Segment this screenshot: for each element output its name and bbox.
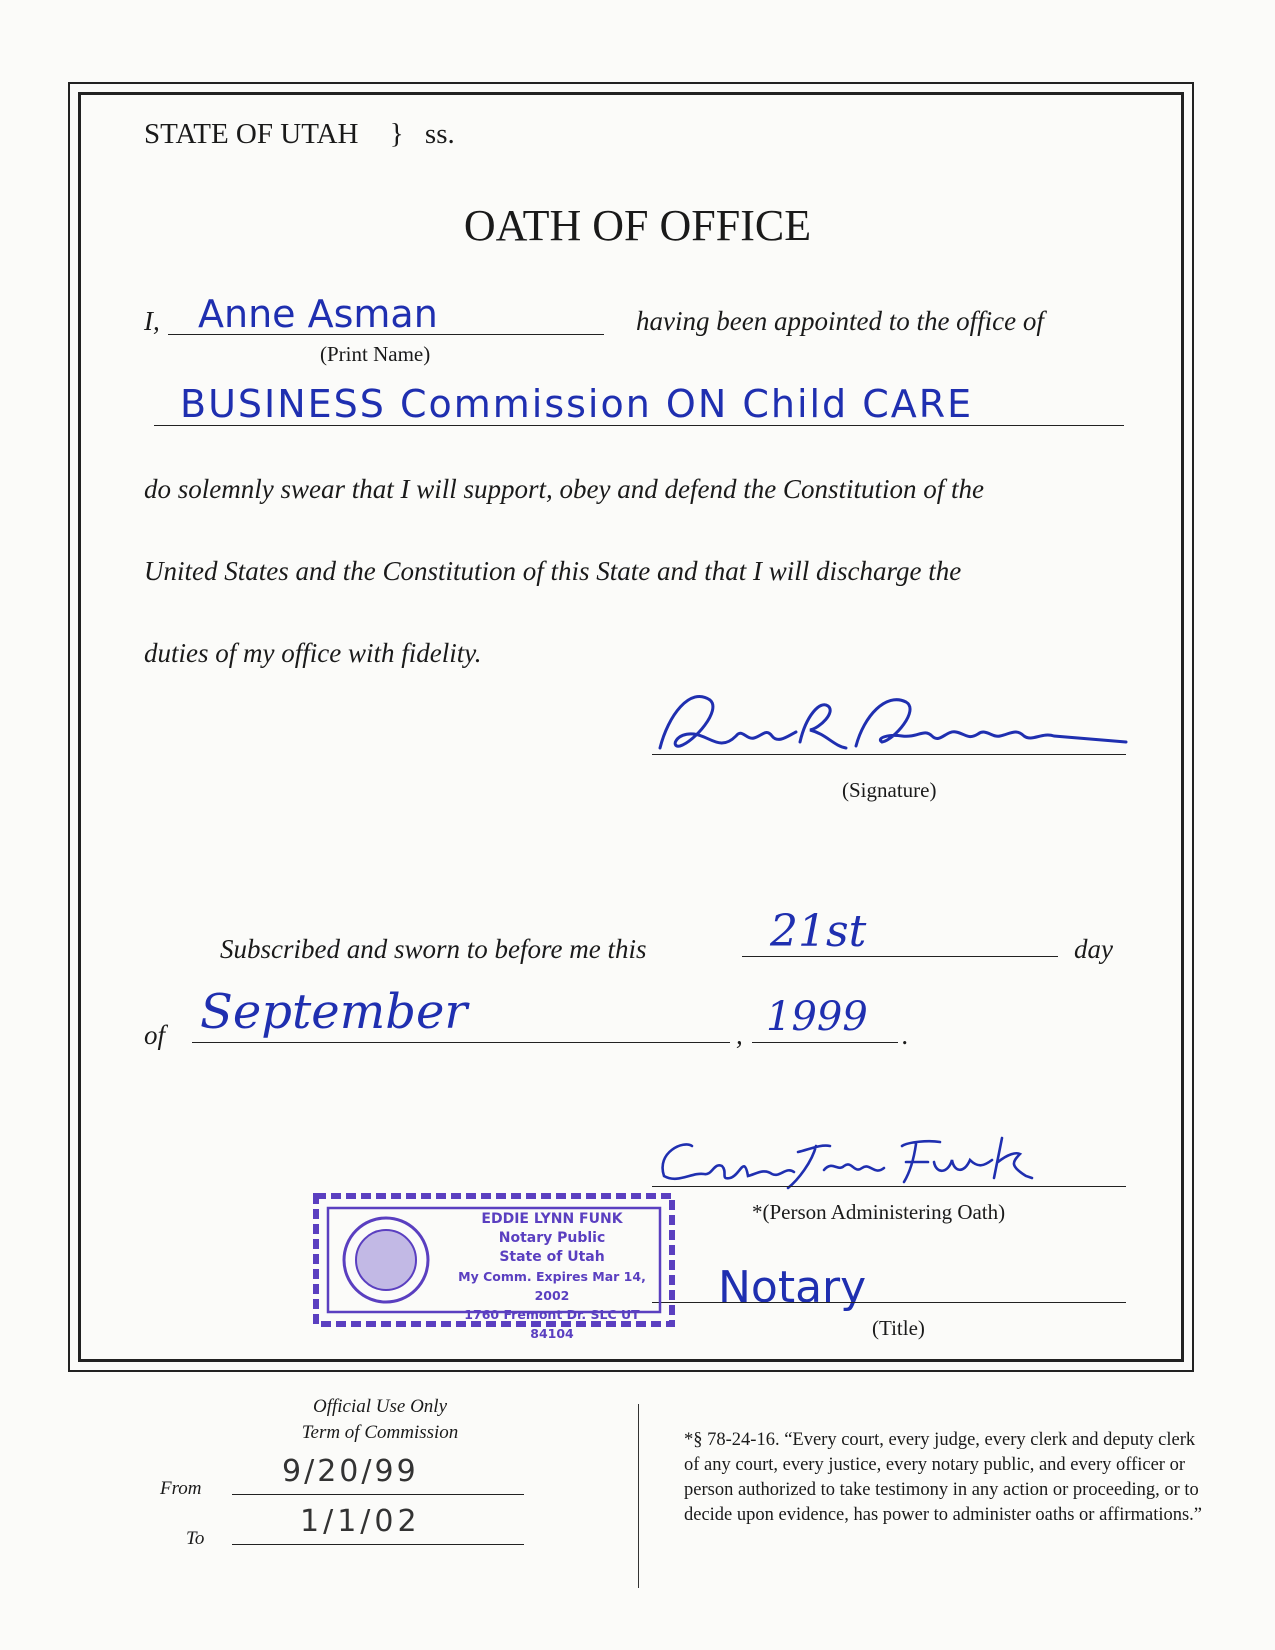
administrator-line — [652, 1186, 1126, 1187]
document-title: OATH OF OFFICE — [463, 201, 812, 250]
day-value: 21st — [770, 906, 867, 957]
signature-caption: (Signature) — [842, 778, 937, 802]
from-value: 9/20/99 — [282, 1454, 419, 1489]
month-value: September — [200, 984, 468, 1040]
year-period: . — [902, 1020, 909, 1050]
state-ss: ss. — [424, 118, 455, 150]
from-line — [232, 1494, 524, 1495]
month-comma: , — [736, 1020, 743, 1050]
oath-prefix: I, — [144, 306, 160, 336]
to-value: 1/1/02 — [300, 1504, 421, 1539]
day-label: day — [1074, 934, 1113, 964]
applicant-signature — [650, 676, 1150, 772]
oath-body-line-3: duties of my office with fidelity. — [144, 638, 482, 668]
footer-divider — [638, 1404, 639, 1588]
office-value: BUSINESS Commission ON Child CARE — [180, 382, 974, 426]
stamp-line-5: 1760 Fremont Dr. SLC UT 84104 — [464, 1307, 640, 1341]
print-name-value: Anne Asman — [198, 292, 438, 336]
subscribed-text: Subscribed and sworn to before me this — [220, 934, 647, 964]
state-brace: } — [389, 118, 404, 150]
to-label: To — [186, 1528, 205, 1549]
from-label: From — [160, 1478, 202, 1499]
of-label: of — [144, 1020, 166, 1050]
stamp-line-4: My Comm. Expires Mar 14, 2002 — [458, 1269, 646, 1303]
term-heading: Term of Commission — [301, 1422, 459, 1443]
year-value: 1999 — [766, 994, 868, 1040]
state-heading — [144, 118, 455, 151]
year-line — [752, 1042, 898, 1043]
appointed-text: having been appointed to the office of — [636, 306, 1044, 336]
administrator-caption: *(Person Administering Oath) — [752, 1200, 1006, 1224]
oath-body-line-2: United States and the Constitution of this State and that I will discharge the — [144, 556, 962, 586]
print-name-caption: (Print Name) — [320, 342, 431, 366]
stamp-line-2: Notary Public — [498, 1230, 606, 1246]
title-value: Notary — [718, 1262, 867, 1313]
signature-line — [652, 754, 1126, 755]
official-use-heading: Official Use Only — [312, 1396, 448, 1417]
stamp-line-3: State of Utah — [499, 1249, 605, 1265]
to-line — [232, 1544, 524, 1545]
month-line — [192, 1042, 730, 1043]
state-name: STATE OF UTAH — [144, 118, 359, 150]
official-use-block — [240, 1394, 520, 1446]
statute-footnote: *§ 78-24-16. “Every court, every judge, every clerk and deputy clerk of any court, every justice, every notary public, and every officer or person authorized to take testimony in any action or proceeding, or to decide upon evidence, has power to administer oaths or affirmations.” — [684, 1430, 1203, 1525]
title-caption: (Title) — [872, 1316, 925, 1340]
oath-body-line-1: do solemnly swear that I will support, obey and defend the Constitution of the — [144, 474, 984, 504]
stamp-name: EDDIE LYNN FUNK — [481, 1211, 623, 1227]
title-line — [652, 1302, 1126, 1303]
notary-stamp — [310, 1190, 678, 1341]
